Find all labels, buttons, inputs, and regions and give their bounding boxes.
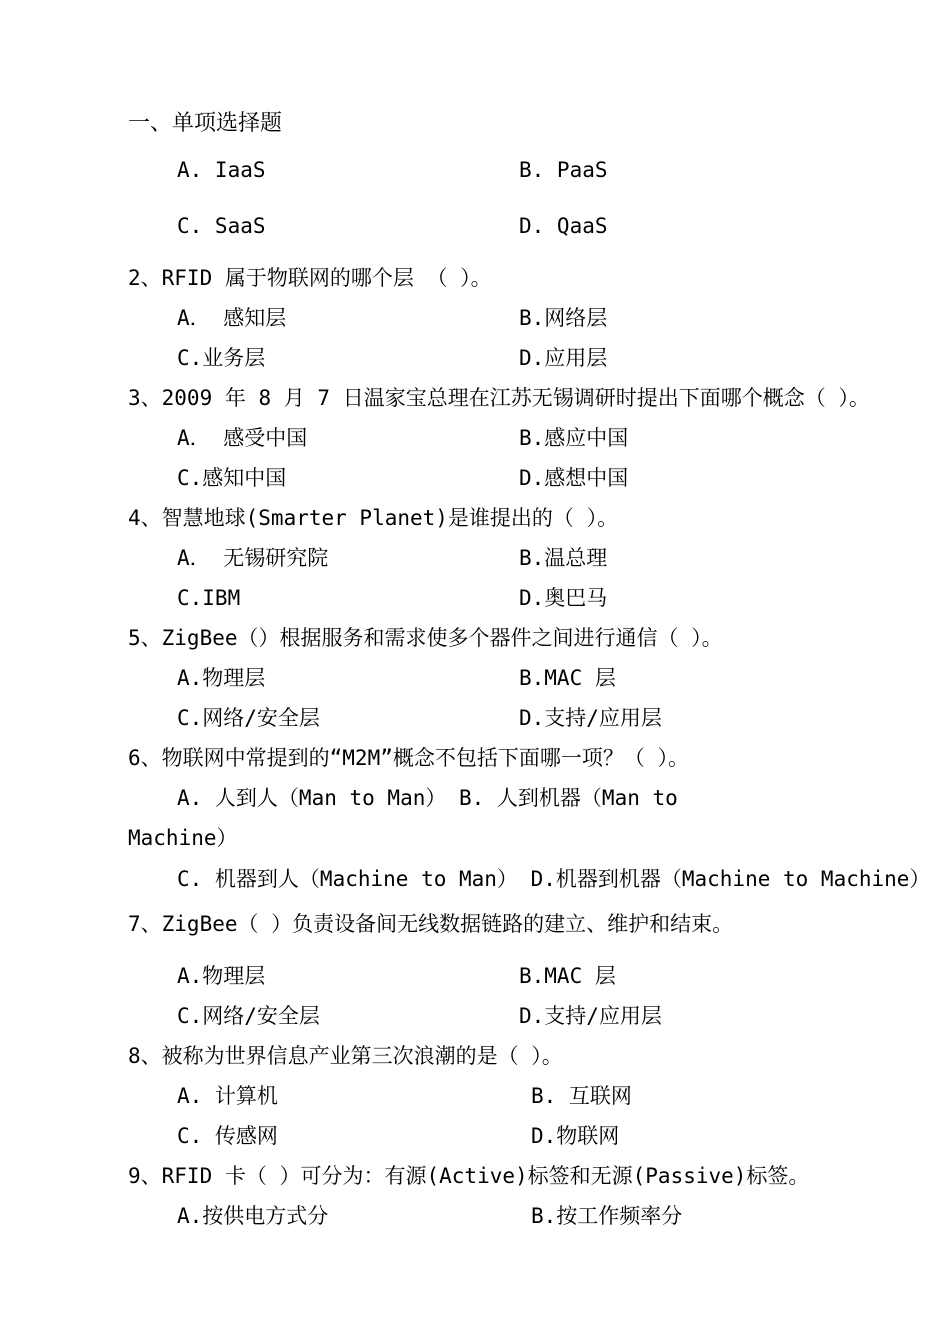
- q9-option-a: A.按供电方式分: [177, 1204, 329, 1228]
- q3-option-c: C.感知中国: [177, 466, 287, 490]
- q5-option-a: A.物理层: [177, 666, 266, 690]
- q5-option-d: D.支持/应用层: [519, 706, 662, 730]
- q2-stem: 2、RFID 属于物联网的哪个层 （ ）。: [128, 266, 492, 290]
- q7-stem: 7、ZigBee（ ）负责设备间无线数据链路的建立、维护和结束。: [128, 912, 734, 936]
- q8-option-c: C. 传感网: [177, 1124, 278, 1148]
- q2-option-b: B.网络层: [519, 306, 608, 330]
- q1-option-c: C. SaaS: [177, 214, 266, 238]
- q8-option-b: B. 互联网: [531, 1084, 632, 1108]
- q8-option-a: A. 计算机: [177, 1084, 278, 1108]
- q3-stem: 3、2009 年 8 月 7 日温家宝总理在江苏无锡调研时提出下面哪个概念（ ）。: [128, 386, 870, 410]
- q2-option-c: C.业务层: [177, 346, 266, 370]
- q6-options-ab-wrap: Machine）: [128, 826, 238, 850]
- q5-option-c: C.网络/安全层: [177, 706, 320, 730]
- section-title: 一、单项选择题: [128, 111, 283, 136]
- q8-stem: 8、被称为世界信息产业第三次浪潮的是（ ）。: [128, 1044, 563, 1068]
- q6-options-cd: C. 机器到人（Machine to Man） D.机器到机器（Machine to Machine）: [177, 867, 931, 891]
- q8-option-d: D.物联网: [531, 1124, 620, 1148]
- q1-option-b: B. PaaS: [519, 158, 608, 182]
- q5-option-b: B.MAC 层: [519, 666, 616, 690]
- q1-option-d: D. QaaS: [519, 214, 608, 238]
- q4-option-c: C.IBM: [177, 586, 241, 610]
- q4-option-b: B.温总理: [519, 546, 608, 570]
- q4-stem: 4、智慧地球(Smarter Planet)是谁提出的（ ）。: [128, 506, 619, 530]
- q7-option-b: B.MAC 层: [519, 964, 616, 988]
- q7-option-d: D.支持/应用层: [519, 1004, 662, 1028]
- q4-option-d: D.奥巴马: [519, 586, 608, 610]
- q7-option-a: A.物理层: [177, 964, 266, 988]
- q6-stem: 6、物联网中常提到的“M2M”概念不包括下面哪一项？（ ）。: [128, 746, 689, 770]
- q4-option-a: A． 无锡研究院: [177, 546, 329, 570]
- q9-stem: 9、RFID 卡（ ）可分为：有源(Active)标签和无源(Passive)标签。: [128, 1164, 810, 1188]
- q7-option-c: C.网络/安全层: [177, 1004, 320, 1028]
- q3-option-d: D.感想中国: [519, 466, 629, 490]
- q3-option-b: B.感应中国: [519, 426, 629, 450]
- q3-option-a: A． 感受中国: [177, 426, 308, 450]
- q2-option-a: A． 感知层: [177, 306, 287, 330]
- q9-option-b: B.按工作频率分: [531, 1204, 683, 1228]
- q6-options-ab: A. 人到人（Man to Man） B. 人到机器（Man to: [177, 786, 678, 810]
- q1-option-a: A. IaaS: [177, 158, 266, 182]
- q2-option-d: D.应用层: [519, 346, 608, 370]
- q5-stem: 5、ZigBee（）根据服务和需求使多个器件之间进行通信（ ）。: [128, 626, 723, 650]
